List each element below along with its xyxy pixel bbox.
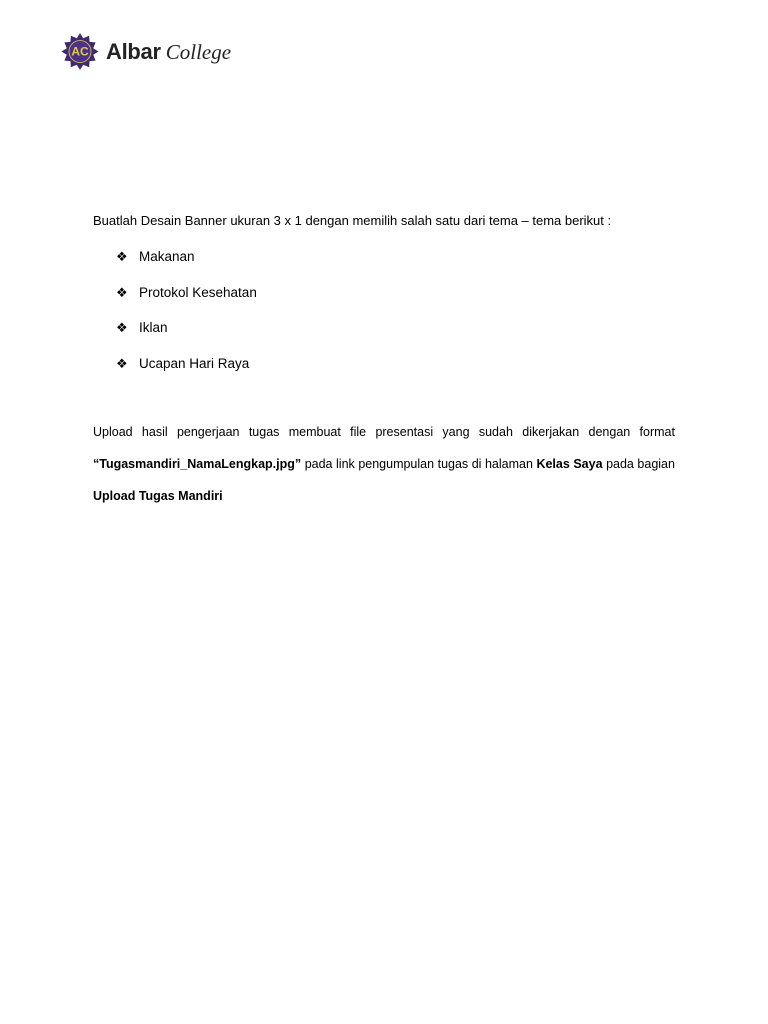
assignment-intro: Buatlah Desain Banner ukuran 3 x 1 dengan memilih salah satu dari tema – tema berikut : — [93, 213, 612, 228]
upload-section-reference: Upload Tugas Mandiri — [93, 488, 223, 503]
diamond-bullet-icon: ❖ — [116, 355, 128, 371]
instructions-mid-text: pada link pengumpulan tugas di halaman — [304, 456, 533, 471]
theme-label: Protokol Kesehatan — [139, 284, 257, 300]
logo-brand: Albar — [106, 39, 161, 64]
diamond-bullet-icon: ❖ — [116, 284, 128, 300]
logo-wordmark — [106, 39, 231, 65]
albar-college-emblem-icon — [60, 32, 100, 72]
theme-list — [93, 247, 675, 374]
kelas-saya-reference: Kelas Saya — [536, 456, 603, 471]
albar-college-logo — [60, 32, 231, 72]
instructions-line-1: Upload hasil pengerjaan tugas membuat file presentasi yang sudah dikerjakan dengan format — [93, 424, 675, 439]
logo-monogram: AC — [71, 44, 89, 59]
theme-label: Makanan — [139, 249, 195, 264]
instructions-tail-text: pada bagian — [606, 456, 675, 471]
upload-instructions — [93, 416, 675, 512]
theme-item-protokol-kesehatan — [93, 283, 675, 303]
instructions-line-3 — [93, 480, 675, 512]
filename-format: “Tugasmandiri_NamaLengkap.jpg” — [93, 456, 302, 471]
logo-sub: College — [165, 40, 232, 64]
assignment-content — [93, 211, 675, 512]
diamond-bullet-icon: ❖ — [116, 320, 128, 335]
diamond-bullet-icon: ❖ — [116, 249, 128, 264]
theme-item-ucapan-hari-raya — [93, 354, 675, 374]
theme-label: Ucapan Hari Raya — [139, 355, 250, 371]
theme-item-iklan — [93, 318, 675, 338]
instructions-line-2 — [93, 448, 675, 480]
theme-item-makanan — [93, 247, 675, 267]
theme-label: Iklan — [139, 320, 168, 335]
